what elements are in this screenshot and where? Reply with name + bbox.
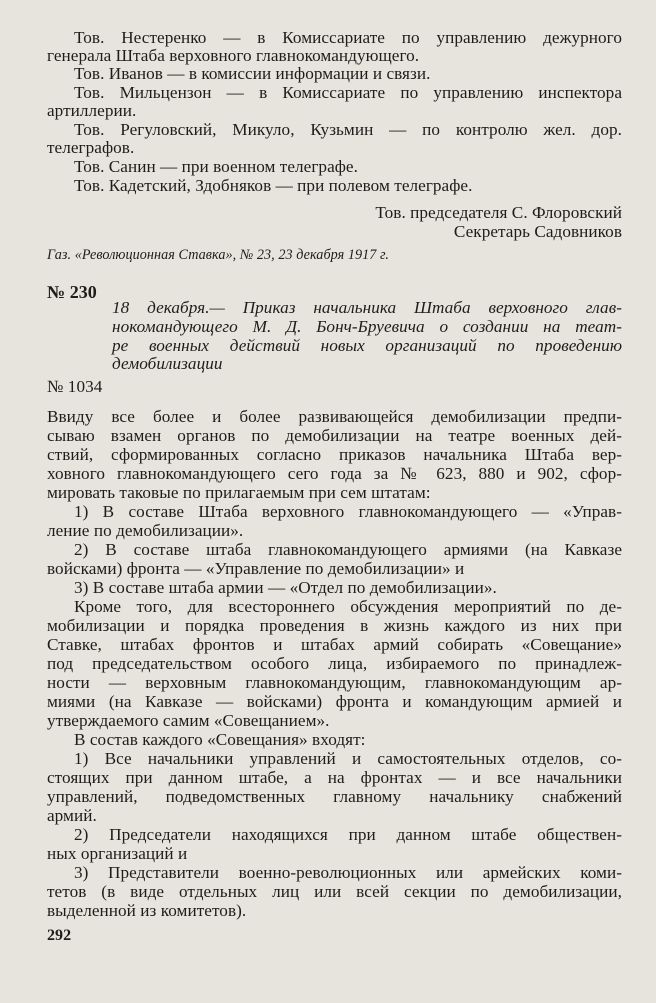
- document-title-line: демобилизации: [112, 354, 223, 373]
- list-item-line: 1) В составе Штаба верховного главнокомандующего — «Управ-: [74, 502, 622, 521]
- list-item-line: 2) Председатели находящихся при данном штабе обществен-: [74, 825, 622, 844]
- list-item-line: выделенной из комитетов).: [47, 901, 247, 920]
- order-number: № 1034: [47, 377, 103, 396]
- document-title-line: 18 декабря.— Приказ начальника Штаба верховного глав-: [112, 298, 622, 317]
- list-item-line: 3) Представители военно-революционных или армейских коми-: [74, 863, 622, 882]
- body-line: миями (на Кавказе — войсками) фронта и командующим армией и: [47, 692, 622, 711]
- body-line: сываю взамен органов по демобилизации на театре военных дей-: [47, 426, 622, 445]
- document-title-line: нокомандующего М. Д. Бонч-Бруевича о создании на теат-: [112, 317, 622, 336]
- body-line: утверждаемого самим «Совещанием».: [47, 711, 330, 730]
- assignment-line: генерала Штаба верховного главнокомандующего.: [47, 46, 420, 65]
- list-item-line: ление по демобилизации».: [47, 521, 244, 540]
- assignment-line: Тов. Регуловский, Микуло, Кузьмин — по контролю жел. дор.: [74, 120, 622, 139]
- body-line: под председательством особого лица, избираемого по принадлеж-: [47, 654, 622, 673]
- assignment-line: телеграфов.: [47, 138, 135, 157]
- assignment-line: артиллерии.: [47, 101, 137, 120]
- source-citation: Газ. «Революционная Ставка», № 23, 23 декабря 1917 г.: [47, 247, 389, 263]
- assignment-line: Тов. Нестеренко — в Комиссариате по управлению дежурного: [74, 28, 622, 47]
- body-line: Ввиду все более и более развивающейся демобилизации предпи-: [47, 407, 622, 426]
- list-item-line: войсками) фронта — «Управление по демобилизации» и: [47, 559, 465, 578]
- body-line: Ставке, штабах фронтов и штабах армий собирать «Совещание»: [47, 635, 622, 654]
- signature-chairman: Тов. председателя С. Флоровский: [375, 203, 622, 222]
- document-number: № 230: [47, 282, 97, 302]
- body-line: ности — верховным главнокомандующим, главнокомандующим ар-: [47, 673, 622, 692]
- body-line: ствий, сформированных согласно приказов начальника Штаба вер-: [47, 445, 622, 464]
- list-item-line: 3) В составе штаба армии — «Отдел по демобилизации».: [74, 578, 497, 597]
- list-item-line: армий.: [47, 806, 97, 825]
- assignment-line: Тов. Санин — при военном телеграфе.: [74, 157, 358, 176]
- body-line: ховного главнокомандующего сего года за № 623, 880 и 902, сфор-: [47, 464, 622, 483]
- body-line: мобилизации и порядка проведения в жизнь каждого из них при: [47, 616, 622, 635]
- list-item-line: 1) Все начальники управлений и самостоятельных отделов, со-: [74, 749, 622, 768]
- list-item-line: управлений, подведомственных главному начальнику снабжений: [47, 787, 622, 806]
- page-number: 292: [47, 927, 72, 944]
- list-item-line: тетов (в виде отдельных лиц или всей секции по демобилизации,: [47, 882, 622, 901]
- list-item-line: ных организаций и: [47, 844, 188, 863]
- list-item-line: стоящих при данном штабе, а на фронтах — и все начальники: [47, 768, 622, 787]
- assignment-line: Тов. Мильцензон — в Комиссариате по управлению инспектора: [74, 83, 622, 102]
- assignment-line: Тов. Кадетский, Здобняков — при полевом телеграфе.: [74, 176, 473, 195]
- assignment-line: Тов. Иванов — в комиссии информации и связи.: [74, 64, 431, 83]
- body-line: В состав каждого «Совещания» входят:: [74, 730, 366, 749]
- list-item-line: 2) В составе штаба главнокомандующего армиями (на Кавказе: [74, 540, 622, 559]
- document-title-line: ре военных действий новых организаций по проведению: [112, 336, 622, 355]
- body-line: мировать таковые по прилагаемым при сем штатам:: [47, 483, 431, 502]
- signature-secretary: Секретарь Садовников: [453, 222, 622, 241]
- body-line: Кроме того, для всестороннего обсуждения мероприятий по де-: [74, 597, 622, 616]
